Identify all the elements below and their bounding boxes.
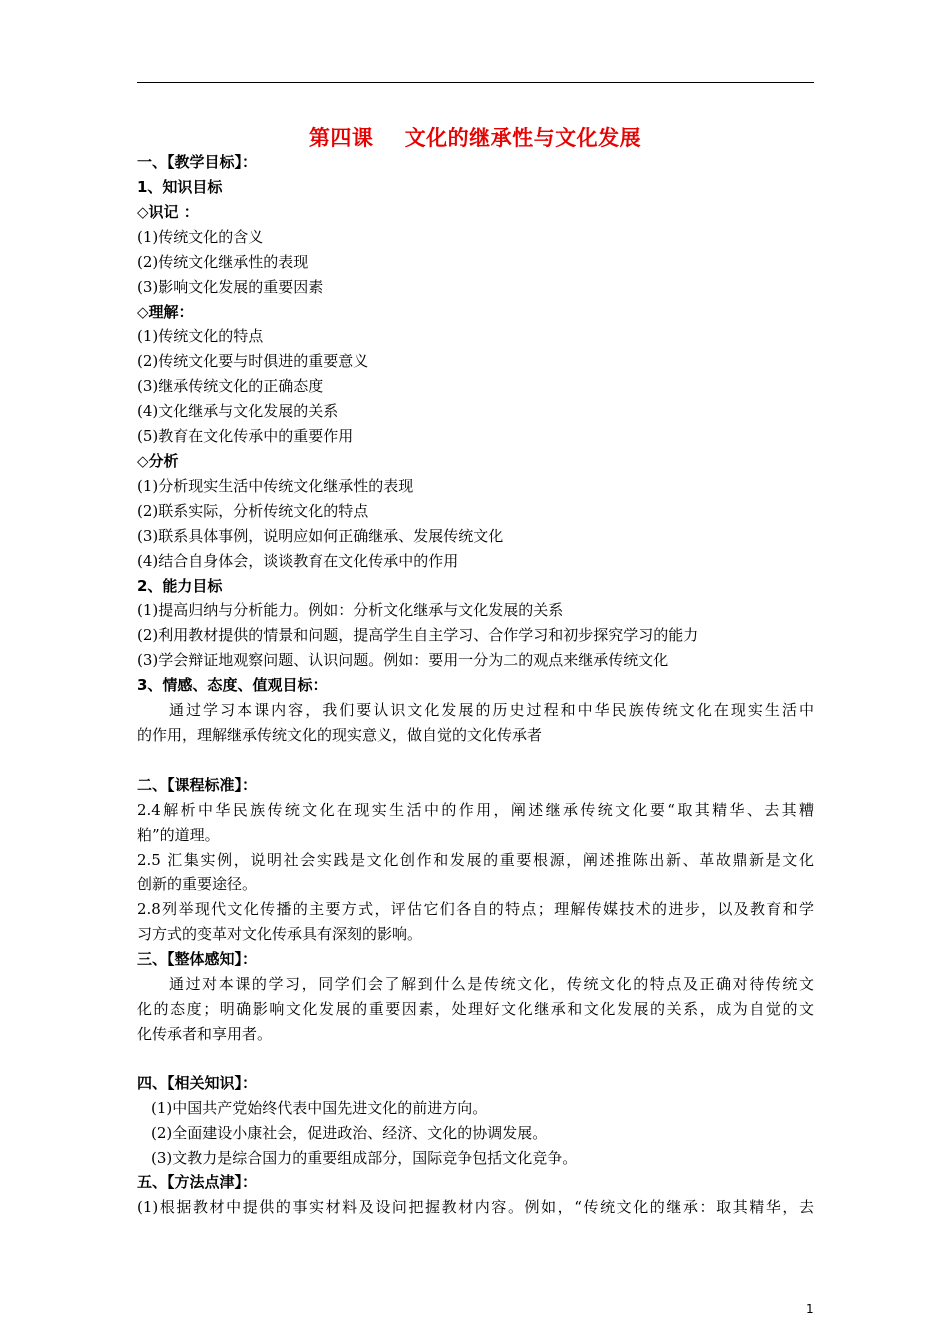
paragraph-line: 创新的重要途径。 — [137, 875, 258, 893]
list-item: (5)教育在文化传承中的重要作用 — [137, 427, 354, 445]
list-item: (2)利用教材提供的情景和问题，提高学生自主学习、合作学习和初步探究学习的能力 — [137, 626, 699, 644]
sub-heading: ◇分析 — [137, 452, 179, 470]
sub-heading: ◇识记 ： — [137, 203, 199, 221]
paragraph-line: (1)根据教材中提供的事实材料及设问把握教材内容。例如，“传统文化的继承：取其精华，去 — [137, 1198, 814, 1216]
paragraph-line: 通过学习本课内容，我们要认识文化发展的历史过程和中华民族传统文化在现实生活中 — [169, 701, 814, 719]
list-item: (2)全面建设小康社会，促进政治、经济、文化的协调发展。 — [151, 1124, 548, 1142]
list-item: (4)结合自身体会，谈谈教育在文化传承中的作用 — [137, 552, 459, 570]
section-heading: 四、【相关知识】： — [137, 1074, 258, 1092]
list-item: (2)传统文化继承性的表现 — [137, 253, 309, 271]
list-item: (3)影响文化发展的重要因素 — [137, 278, 324, 296]
list-item: (1)分析现实生活中传统文化继承性的表现 — [137, 477, 414, 495]
page-number: 1 — [806, 1302, 814, 1316]
paragraph-line: 的作用，理解继承传统文化的现实意义，做自觉的文化传承者 — [137, 726, 543, 744]
list-item: (2)传统文化要与时俱进的重要意义 — [137, 352, 369, 370]
list-item: (1)传统文化的含义 — [137, 228, 264, 246]
header-rule — [137, 82, 814, 83]
lesson-title: 第四课 文化的继承性与文化发展 — [308, 126, 642, 150]
section-heading: 一、【教学目标】： — [137, 153, 258, 171]
paragraph-line: 粕”的道理。 — [137, 826, 220, 844]
section-heading: 二、【课程标准】： — [137, 776, 258, 794]
sub-heading: 2、能力目标 — [137, 577, 223, 595]
sub-heading: 3、情感、态度、值观目标： — [137, 676, 328, 694]
paragraph-line: 化传承者和享用者。 — [137, 1025, 273, 1043]
list-item: (3)联系具体事例，说明应如何正确继承、发展传统文化 — [137, 527, 504, 545]
paragraph-line: 2.5 汇集实例，说明社会实践是文化创作和发展的重要根源，阐述推陈出新、革故鼎新是文化 — [137, 851, 814, 869]
paragraph-line: 2.8列举现代文化传播的主要方式，评估它们各自的特点；理解传媒技术的进步，以及教育和学 — [137, 900, 814, 918]
paragraph-line: 化的态度；明确影响文化发展的重要因素，处理好文化继承和文化发展的关系，成为自觉的文 — [137, 1000, 814, 1018]
sub-heading: ◇理解： — [137, 303, 194, 321]
list-item: (1)提高归纳与分析能力。例如：分析文化继承与文化发展的关系 — [137, 601, 564, 619]
list-item: (1)传统文化的特点 — [137, 327, 264, 345]
paragraph-line: 2.4解析中华民族传统文化在现实生活中的作用，阐述继承传统文化要“取其精华、去其糟 — [137, 801, 814, 819]
list-item: (3)继承传统文化的正确态度 — [137, 377, 324, 395]
list-item: (3)学会辩证地观察问题、认识问题。例如：要用一分为二的观点来继承传统文化 — [137, 651, 669, 669]
section-heading: 五、【方法点津】： — [137, 1173, 258, 1191]
list-item: (4)文化继承与文化发展的关系 — [137, 402, 339, 420]
sub-heading: 1、知识目标 — [137, 178, 223, 196]
list-item: (2)联系实际，分析传统文化的特点 — [137, 502, 369, 520]
list-item: (3)文教力是综合国力的重要组成部分，国际竞争包括文化竞争。 — [151, 1149, 578, 1167]
paragraph-line: 通过对本课的学习，同学们会了解到什么是传统文化，传统文化的特点及正确对待传统文 — [169, 975, 814, 993]
section-heading: 三、【整体感知】： — [137, 950, 258, 968]
paragraph-line: 习方式的变革对文化传承具有深刻的影响。 — [137, 925, 423, 943]
list-item: (1)中国共产党始终代表中国先进文化的前进方向。 — [151, 1099, 488, 1117]
